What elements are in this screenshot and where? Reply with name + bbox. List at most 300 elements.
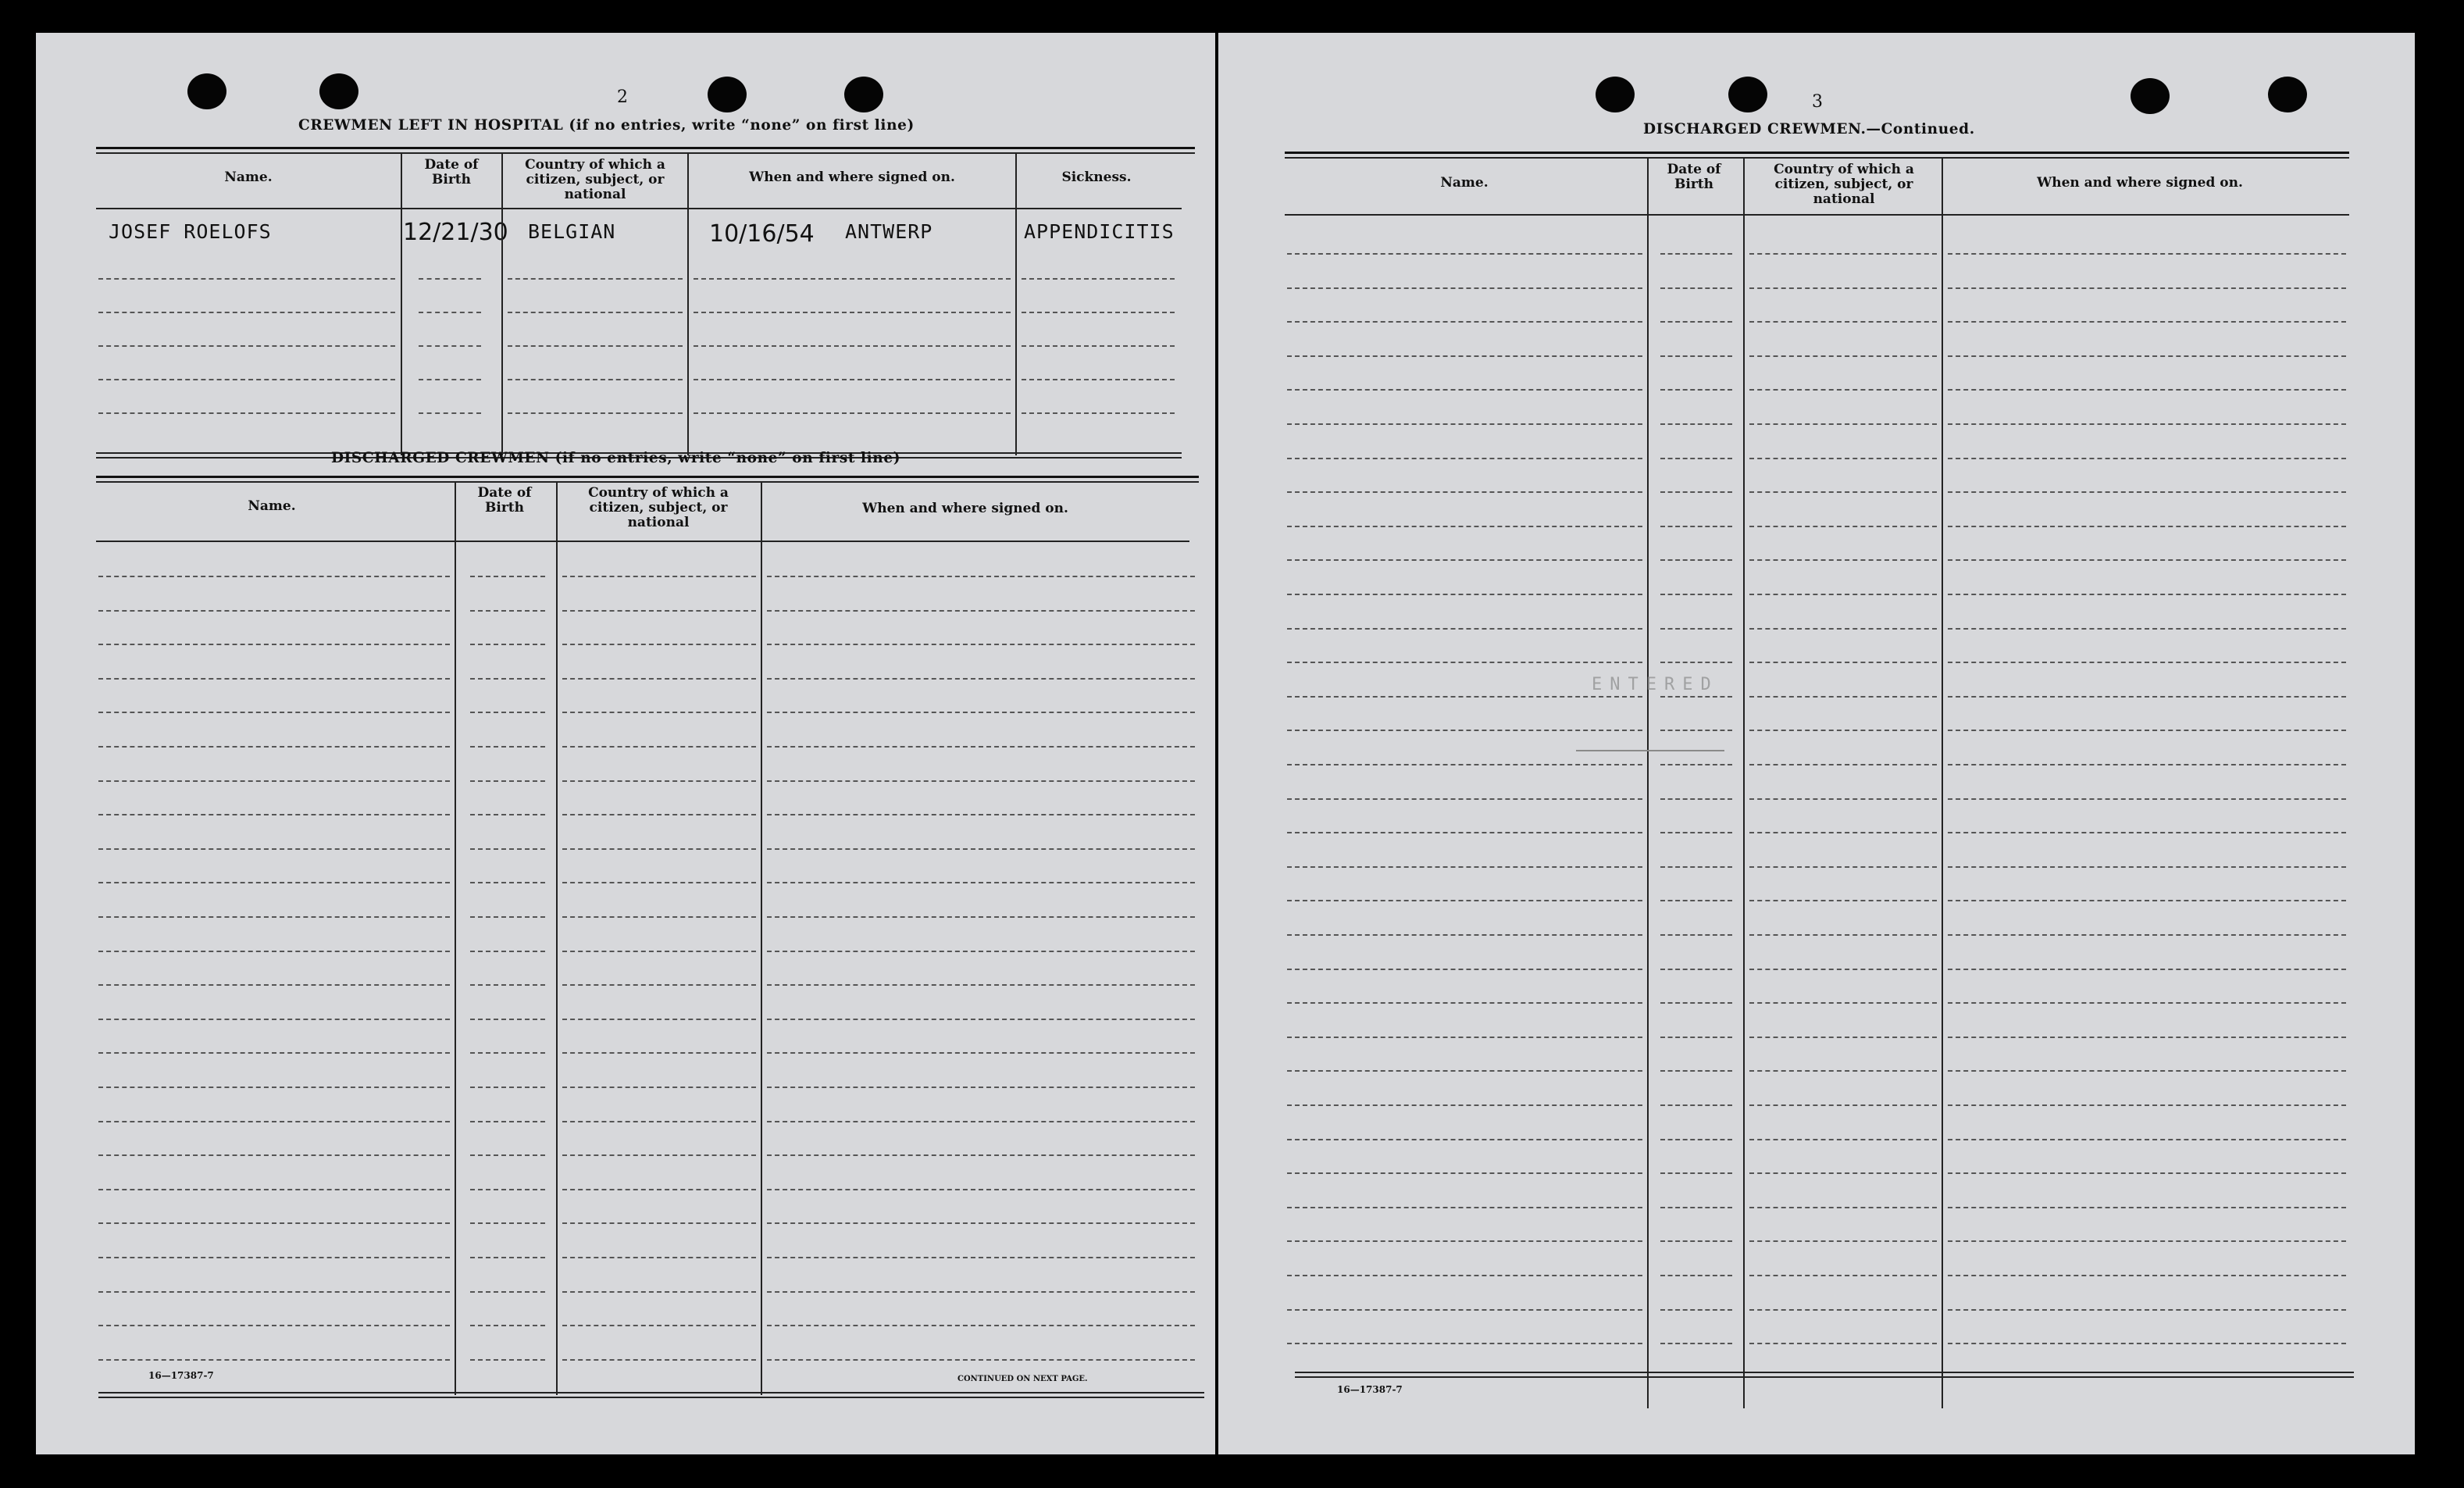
blank-entry-line — [767, 1291, 1195, 1293]
blank-entry-line — [1749, 1343, 1937, 1344]
blank-entry-line — [419, 412, 481, 414]
blank-entry-line — [1287, 1343, 1642, 1344]
blank-entry-line — [470, 1257, 545, 1258]
blank-entry-line — [1948, 900, 2346, 901]
blank-entry-line — [470, 1154, 545, 1156]
blank-entry-line — [470, 848, 545, 850]
punch-hole-icon — [2131, 78, 2170, 114]
column-divider — [1743, 159, 1745, 1408]
blank-entry-line — [767, 1359, 1195, 1361]
column-divider — [1647, 159, 1649, 1408]
crew-country: BELGIAN — [528, 220, 616, 243]
blank-entry-line — [508, 379, 683, 380]
blank-entry-line — [1287, 1002, 1642, 1004]
blank-entry-line — [1948, 321, 2346, 323]
column-divider — [1015, 154, 1017, 455]
blank-entry-line — [1022, 412, 1175, 414]
blank-entry-line — [98, 712, 450, 713]
blank-entry-line — [1660, 798, 1732, 800]
rule — [96, 147, 1195, 149]
blank-entry-line — [1287, 458, 1642, 459]
blank-entry-line — [1948, 934, 2346, 936]
blank-entry-line — [98, 576, 450, 577]
blank-entry-line — [470, 882, 545, 883]
blank-entry-line — [562, 610, 756, 612]
blank-entry-line — [1660, 287, 1732, 289]
blank-entry-line — [1749, 1070, 1937, 1072]
page-number: 3 — [1812, 92, 1823, 112]
blank-entry-line — [98, 780, 450, 782]
blank-entry-line — [470, 1359, 545, 1361]
col-header-country: Country of which a citizen, subject, or national — [1774, 162, 1914, 207]
rule — [98, 1397, 1204, 1398]
blank-entry-line — [767, 951, 1195, 952]
blank-entry-line — [1948, 253, 2346, 255]
blank-entry-line — [1749, 628, 1937, 630]
punch-hole-icon — [1728, 77, 1767, 112]
crew-name: JOSEF ROELOFS — [109, 220, 272, 243]
blank-entry-line — [98, 746, 450, 748]
blank-entry-line — [562, 1325, 756, 1326]
blank-entry-line — [1749, 423, 1937, 425]
blank-entry-line — [508, 345, 683, 347]
blank-entry-line — [767, 1257, 1195, 1258]
blank-entry-line — [1660, 1240, 1732, 1242]
blank-entry-line — [508, 412, 683, 414]
blank-entry-line — [1022, 345, 1175, 347]
blank-entry-line — [1948, 423, 2346, 425]
blank-entry-line — [98, 1291, 450, 1293]
blank-entry-line — [767, 1154, 1195, 1156]
crew-sickness: APPENDICITIS — [1024, 220, 1175, 243]
blank-entry-line — [1948, 696, 2346, 698]
discharged-continued-title: DISCHARGED CREWMEN.—Continued. — [1643, 121, 1975, 137]
blank-entry-line — [1660, 628, 1732, 630]
right-page — [1218, 33, 2415, 1454]
blank-entry-line — [1287, 1070, 1642, 1072]
blank-entry-line — [562, 1257, 756, 1258]
rule — [96, 476, 1199, 478]
crew-date-of-birth: 12/21/30 — [403, 219, 508, 246]
blank-entry-line — [1948, 1139, 2346, 1140]
blank-entry-line — [470, 1052, 545, 1054]
col-header-country: Country of which a citizen, subject, or national — [525, 157, 665, 202]
blank-entry-line — [694, 412, 1011, 414]
blank-entry-line — [1660, 1002, 1732, 1004]
blank-entry-line — [767, 1325, 1195, 1326]
blank-entry-line — [1948, 526, 2346, 527]
blank-entry-line — [98, 814, 450, 815]
blank-entry-line — [98, 1019, 450, 1020]
blank-entry-line — [694, 278, 1011, 280]
blank-entry-line — [470, 780, 545, 782]
blank-entry-line — [1287, 934, 1642, 936]
blank-entry-line — [98, 1359, 450, 1361]
blank-entry-line — [470, 576, 545, 577]
blank-entry-line — [1749, 662, 1937, 663]
blank-entry-line — [419, 312, 481, 313]
blank-entry-line — [1749, 1275, 1937, 1276]
blank-entry-line — [470, 1325, 545, 1326]
continued-note: CONTINUED ON NEXT PAGE. — [957, 1375, 1088, 1383]
blank-entry-line — [767, 848, 1195, 850]
blank-entry-line — [470, 814, 545, 815]
blank-entry-line — [1749, 764, 1937, 765]
blank-entry-line — [1287, 969, 1642, 970]
blank-entry-line — [1749, 287, 1937, 289]
blank-entry-line — [562, 1121, 756, 1122]
blank-entry-line — [1948, 662, 2346, 663]
blank-entry-line — [1749, 1207, 1937, 1208]
blank-entry-line — [1948, 287, 2346, 289]
blank-entry-line — [1948, 628, 2346, 630]
blank-entry-line — [1660, 969, 1732, 970]
blank-entry-line — [1948, 1275, 2346, 1276]
blank-entry-line — [1948, 866, 2346, 868]
blank-entry-line — [562, 576, 756, 577]
blank-entry-line — [1749, 969, 1937, 970]
col-header-country: Country of which a citizen, subject, or national — [588, 485, 729, 530]
blank-entry-line — [1287, 491, 1642, 493]
blank-entry-line — [767, 916, 1195, 918]
blank-entry-line — [767, 576, 1195, 577]
blank-entry-line — [98, 610, 450, 612]
col-header-signed-on: When and where signed on. — [749, 169, 955, 185]
blank-entry-line — [1660, 389, 1732, 391]
blank-entry-line — [98, 1087, 450, 1088]
blank-entry-line — [470, 1087, 545, 1088]
column-divider — [455, 483, 456, 1395]
blank-entry-line — [767, 1222, 1195, 1224]
blank-entry-line — [1287, 1240, 1642, 1242]
blank-entry-line — [1749, 355, 1937, 357]
blank-entry-line — [1660, 559, 1732, 561]
blank-entry-line — [1287, 1037, 1642, 1038]
blank-entry-line — [1948, 764, 2346, 765]
blank-entry-line — [470, 644, 545, 645]
blank-entry-line — [1660, 458, 1732, 459]
blank-entry-line — [470, 951, 545, 952]
blank-entry-line — [1287, 900, 1642, 901]
blank-entry-line — [767, 644, 1195, 645]
blank-entry-line — [767, 882, 1195, 883]
blank-entry-line — [1749, 798, 1937, 800]
blank-entry-line — [1022, 312, 1175, 313]
blank-entry-line — [98, 345, 395, 347]
blank-entry-line — [1749, 321, 1937, 323]
blank-entry-line — [1749, 253, 1937, 255]
blank-entry-line — [1660, 1343, 1732, 1344]
col-header-dob: Date of Birth — [1667, 162, 1721, 192]
blank-entry-line — [1660, 1037, 1732, 1038]
blank-entry-line — [98, 916, 450, 918]
column-divider — [401, 154, 402, 455]
discharged-section-title: DISCHARGED CREWMEN (if no entries, write “none” on first line) — [331, 450, 901, 466]
blank-entry-line — [1660, 321, 1732, 323]
blank-entry-line — [562, 1154, 756, 1156]
blank-entry-line — [1660, 866, 1732, 868]
blank-entry-line — [1287, 594, 1642, 595]
blank-entry-line — [1749, 594, 1937, 595]
blank-entry-line — [98, 312, 395, 313]
blank-entry-line — [1948, 355, 2346, 357]
blank-entry-line — [470, 1189, 545, 1190]
blank-entry-line — [98, 1121, 450, 1122]
blank-entry-line — [1660, 1275, 1732, 1276]
blank-entry-line — [1660, 662, 1732, 663]
blank-entry-line — [1749, 1104, 1937, 1106]
blank-entry-line — [1287, 696, 1642, 698]
blank-entry-line — [1749, 1309, 1937, 1311]
form-number: 16—17387-7 — [148, 1370, 214, 1381]
blank-entry-line — [1749, 559, 1937, 561]
crew-signed-on-place: ANTWERP — [845, 220, 933, 243]
blank-entry-line — [562, 678, 756, 680]
form-number: 16—17387-7 — [1337, 1384, 1403, 1395]
header-rule — [96, 541, 1189, 542]
blank-entry-line — [1022, 379, 1175, 380]
col-header-signed-on: When and where signed on. — [2037, 175, 2243, 191]
blank-entry-line — [1948, 798, 2346, 800]
blank-entry-line — [562, 1052, 756, 1054]
blank-entry-line — [562, 1087, 756, 1088]
blank-entry-line — [562, 1359, 756, 1361]
blank-entry-line — [1660, 1207, 1732, 1208]
entered-stamp: ENTERED — [1592, 675, 1719, 694]
blank-entry-line — [767, 780, 1195, 782]
blank-entry-line — [1948, 559, 2346, 561]
stamp-mark — [1576, 750, 1724, 751]
blank-entry-line — [1287, 559, 1642, 561]
blank-entry-line — [562, 951, 756, 952]
blank-entry-line — [1749, 730, 1937, 731]
column-divider — [556, 483, 558, 1395]
page-number: 2 — [617, 87, 628, 107]
blank-entry-line — [1287, 628, 1642, 630]
blank-entry-line — [562, 644, 756, 645]
punch-hole-icon — [844, 77, 883, 112]
blank-entry-line — [1660, 934, 1732, 936]
blank-entry-line — [1948, 1104, 2346, 1106]
blank-entry-line — [1948, 1207, 2346, 1208]
blank-entry-line — [1660, 491, 1732, 493]
punch-hole-icon — [187, 73, 226, 109]
blank-entry-line — [1948, 458, 2346, 459]
blank-entry-line — [1660, 1139, 1732, 1140]
blank-entry-line — [1749, 389, 1937, 391]
blank-entry-line — [1287, 1104, 1642, 1106]
blank-entry-line — [1948, 1240, 2346, 1242]
blank-entry-line — [562, 780, 756, 782]
blank-entry-line — [562, 916, 756, 918]
blank-entry-line — [1287, 287, 1642, 289]
blank-entry-line — [419, 278, 481, 280]
col-header-dob: Date of Birth — [424, 157, 479, 187]
blank-entry-line — [1287, 764, 1642, 765]
blank-entry-line — [508, 312, 683, 313]
blank-entry-line — [562, 746, 756, 748]
blank-entry-line — [470, 1222, 545, 1224]
blank-entry-line — [767, 814, 1195, 815]
col-header-sickness: Sickness. — [1061, 169, 1132, 185]
blank-entry-line — [1287, 1207, 1642, 1208]
blank-entry-line — [767, 984, 1195, 986]
blank-entry-line — [1287, 423, 1642, 425]
blank-entry-line — [98, 1189, 450, 1190]
blank-entry-line — [767, 678, 1195, 680]
blank-entry-line — [98, 1222, 450, 1224]
blank-entry-line — [562, 1291, 756, 1293]
blank-entry-line — [98, 278, 395, 280]
rule — [1285, 157, 2349, 159]
blank-entry-line — [1660, 730, 1732, 731]
blank-entry-line — [562, 814, 756, 815]
col-header-name: Name. — [1440, 175, 1489, 191]
blank-entry-line — [1749, 458, 1937, 459]
blank-entry-line — [562, 882, 756, 883]
blank-entry-line — [1022, 278, 1175, 280]
blank-entry-line — [1948, 1309, 2346, 1311]
blank-entry-line — [98, 882, 450, 883]
punch-hole-icon — [1596, 77, 1635, 112]
blank-entry-line — [1660, 1172, 1732, 1174]
blank-entry-line — [98, 379, 395, 380]
blank-entry-line — [1749, 491, 1937, 493]
blank-entry-line — [1287, 1139, 1642, 1140]
col-header-name: Name. — [224, 169, 273, 185]
blank-entry-line — [767, 1019, 1195, 1020]
blank-entry-line — [562, 984, 756, 986]
blank-entry-line — [1948, 1002, 2346, 1004]
blank-entry-line — [98, 1052, 450, 1054]
blank-entry-line — [1660, 900, 1732, 901]
blank-entry-line — [1948, 594, 2346, 595]
blank-entry-line — [1287, 253, 1642, 255]
blank-entry-line — [767, 1052, 1195, 1054]
col-header-signed-on: When and where signed on. — [862, 501, 1068, 516]
blank-entry-line — [1660, 1309, 1732, 1311]
blank-entry-line — [98, 644, 450, 645]
rule — [1285, 152, 2349, 154]
blank-entry-line — [1287, 1309, 1642, 1311]
blank-entry-line — [98, 412, 395, 414]
blank-entry-line — [767, 1189, 1195, 1190]
blank-entry-line — [1287, 798, 1642, 800]
blank-entry-line — [470, 678, 545, 680]
blank-entry-line — [1287, 832, 1642, 833]
blank-entry-line — [1749, 866, 1937, 868]
blank-entry-line — [1749, 900, 1937, 901]
blank-entry-line — [1287, 730, 1642, 731]
punch-hole-icon — [708, 77, 747, 112]
blank-entry-line — [1287, 866, 1642, 868]
rule — [1295, 1376, 2354, 1378]
blank-entry-line — [1749, 1240, 1937, 1242]
blank-entry-line — [767, 712, 1195, 713]
column-divider — [687, 154, 689, 455]
blank-entry-line — [1287, 1275, 1642, 1276]
blank-entry-line — [1948, 832, 2346, 833]
blank-entry-line — [419, 345, 481, 347]
blank-entry-line — [1660, 832, 1732, 833]
blank-entry-line — [1749, 934, 1937, 936]
blank-entry-line — [98, 951, 450, 952]
blank-entry-line — [562, 1222, 756, 1224]
blank-entry-line — [1948, 1343, 2346, 1344]
blank-entry-line — [1660, 1070, 1732, 1072]
blank-entry-line — [98, 1257, 450, 1258]
blank-entry-line — [562, 1019, 756, 1020]
blank-entry-line — [1660, 594, 1732, 595]
blank-entry-line — [1660, 423, 1732, 425]
blank-entry-line — [98, 1154, 450, 1156]
blank-entry-line — [1948, 491, 2346, 493]
blank-entry-line — [470, 746, 545, 748]
left-page — [36, 33, 1215, 1454]
blank-entry-line — [1287, 1172, 1642, 1174]
blank-entry-line — [98, 1325, 450, 1326]
blank-entry-line — [1749, 1002, 1937, 1004]
blank-entry-line — [98, 984, 450, 986]
blank-entry-line — [1749, 696, 1937, 698]
blank-entry-line — [470, 916, 545, 918]
blank-entry-line — [1749, 526, 1937, 527]
blank-entry-line — [767, 1121, 1195, 1122]
header-rule — [96, 208, 1182, 209]
col-header-name: Name. — [248, 498, 296, 514]
crew-signed-on-date: 10/16/54 — [709, 220, 815, 248]
blank-entry-line — [1660, 355, 1732, 357]
rule — [98, 1392, 1204, 1393]
punch-hole-icon — [319, 73, 358, 109]
blank-entry-line — [694, 345, 1011, 347]
blank-entry-line — [1660, 764, 1732, 765]
blank-entry-line — [1948, 1070, 2346, 1072]
blank-entry-line — [470, 610, 545, 612]
blank-entry-line — [98, 848, 450, 850]
blank-entry-line — [1749, 1037, 1937, 1038]
punch-hole-icon — [2268, 77, 2307, 112]
blank-entry-line — [470, 712, 545, 713]
blank-entry-line — [1287, 321, 1642, 323]
column-divider — [761, 483, 762, 1395]
column-divider — [501, 154, 503, 455]
column-divider — [1942, 159, 1943, 1408]
blank-entry-line — [1948, 1037, 2346, 1038]
blank-entry-line — [1287, 662, 1642, 663]
blank-entry-line — [1948, 389, 2346, 391]
blank-entry-line — [98, 678, 450, 680]
blank-entry-line — [767, 746, 1195, 748]
blank-entry-line — [1948, 1172, 2346, 1174]
blank-entry-line — [562, 848, 756, 850]
blank-entry-line — [1948, 969, 2346, 970]
header-rule — [1285, 214, 2349, 216]
blank-entry-line — [562, 1189, 756, 1190]
blank-entry-line — [419, 379, 481, 380]
blank-entry-line — [470, 1291, 545, 1293]
blank-entry-line — [562, 712, 756, 713]
blank-entry-line — [1287, 355, 1642, 357]
blank-entry-line — [767, 1087, 1195, 1088]
blank-entry-line — [508, 278, 683, 280]
blank-entry-line — [1660, 1104, 1732, 1106]
blank-entry-line — [1287, 526, 1642, 527]
rule — [1295, 1372, 2354, 1373]
blank-entry-line — [694, 379, 1011, 380]
blank-entry-line — [694, 312, 1011, 313]
blank-entry-line — [1948, 730, 2346, 731]
